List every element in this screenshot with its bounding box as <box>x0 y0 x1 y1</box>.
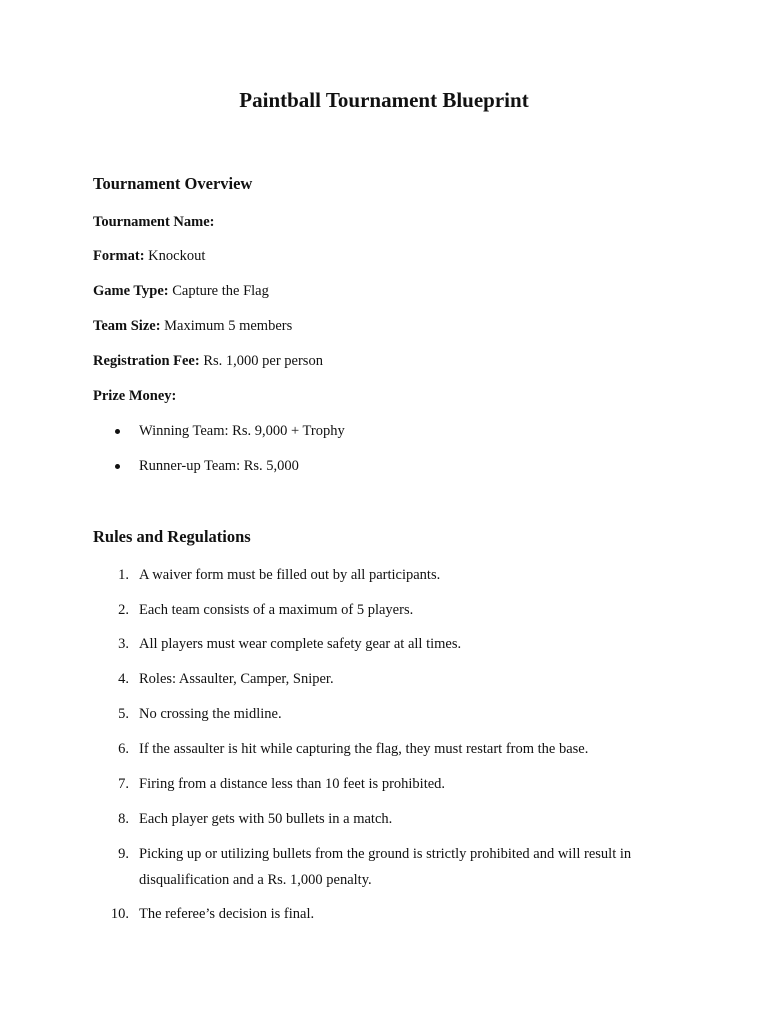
rule-number: 2. <box>118 602 129 618</box>
rule-text: All players must wear complete safety gear at all times. <box>139 636 462 652</box>
rules-heading: Rules and Regulations <box>93 527 251 546</box>
bullet-icon <box>115 429 120 434</box>
field-prize-money <box>93 386 176 406</box>
rule-number: 1. <box>118 567 129 583</box>
rule-text: Each team consists of a maximum of 5 players. <box>139 602 414 618</box>
rule-number: 9. <box>118 846 129 862</box>
overview-heading: Tournament Overview <box>93 174 253 193</box>
rule-number: 5. <box>118 706 129 722</box>
field-format <box>93 246 205 266</box>
field-label: Team Size: <box>93 318 161 334</box>
rule-text: If the assaulter is hit while capturing the flag, they must restart from the base. <box>139 741 589 757</box>
field-tournament-name <box>93 212 215 232</box>
rule-text: Picking up or utilizing bullets from the ground is strictly prohibited and will result in disqualification and a Rs. 1,000 penalty. <box>139 846 632 888</box>
field-value: Rs. 1,000 per person <box>203 353 323 369</box>
rule-text: Roles: Assaulter, Camper, Sniper. <box>139 671 334 687</box>
rule-text: Each player gets with 50 bullets in a match. <box>139 811 393 827</box>
prize-text: Runner-up Team: Rs. 5,000 <box>139 458 299 474</box>
rule-text: No crossing the midline. <box>139 706 282 722</box>
field-label: Game Type: <box>93 283 169 299</box>
rule-number: 8. <box>118 811 129 827</box>
field-game-type <box>93 281 269 301</box>
field-registration-fee <box>93 351 323 371</box>
rule-text: A waiver form must be filled out by all participants. <box>139 567 441 583</box>
rule-number: 4. <box>118 671 129 687</box>
bullet-icon <box>115 464 120 469</box>
prize-text: Winning Team: Rs. 9,000 + Trophy <box>139 423 345 439</box>
field-value: Knockout <box>148 248 206 264</box>
field-label: Format: <box>93 248 145 264</box>
rule-number: 7. <box>118 776 129 792</box>
rule-text: Firing from a distance less than 10 feet is prohibited. <box>139 776 446 792</box>
field-value: Maximum 5 members <box>164 318 293 334</box>
rule-number: 10. <box>110 906 129 922</box>
rule-text: The referee’s decision is final. <box>139 906 315 922</box>
document-title: Paintball Tournament Blueprint <box>239 88 529 112</box>
field-label: Tournament Name: <box>93 214 215 230</box>
field-label: Registration Fee: <box>93 353 200 369</box>
rule-number: 3. <box>118 636 129 652</box>
field-team-size <box>93 316 292 336</box>
field-value: Capture the Flag <box>172 283 269 299</box>
field-label: Prize Money: <box>93 388 177 404</box>
rule-number: 6. <box>118 741 129 757</box>
